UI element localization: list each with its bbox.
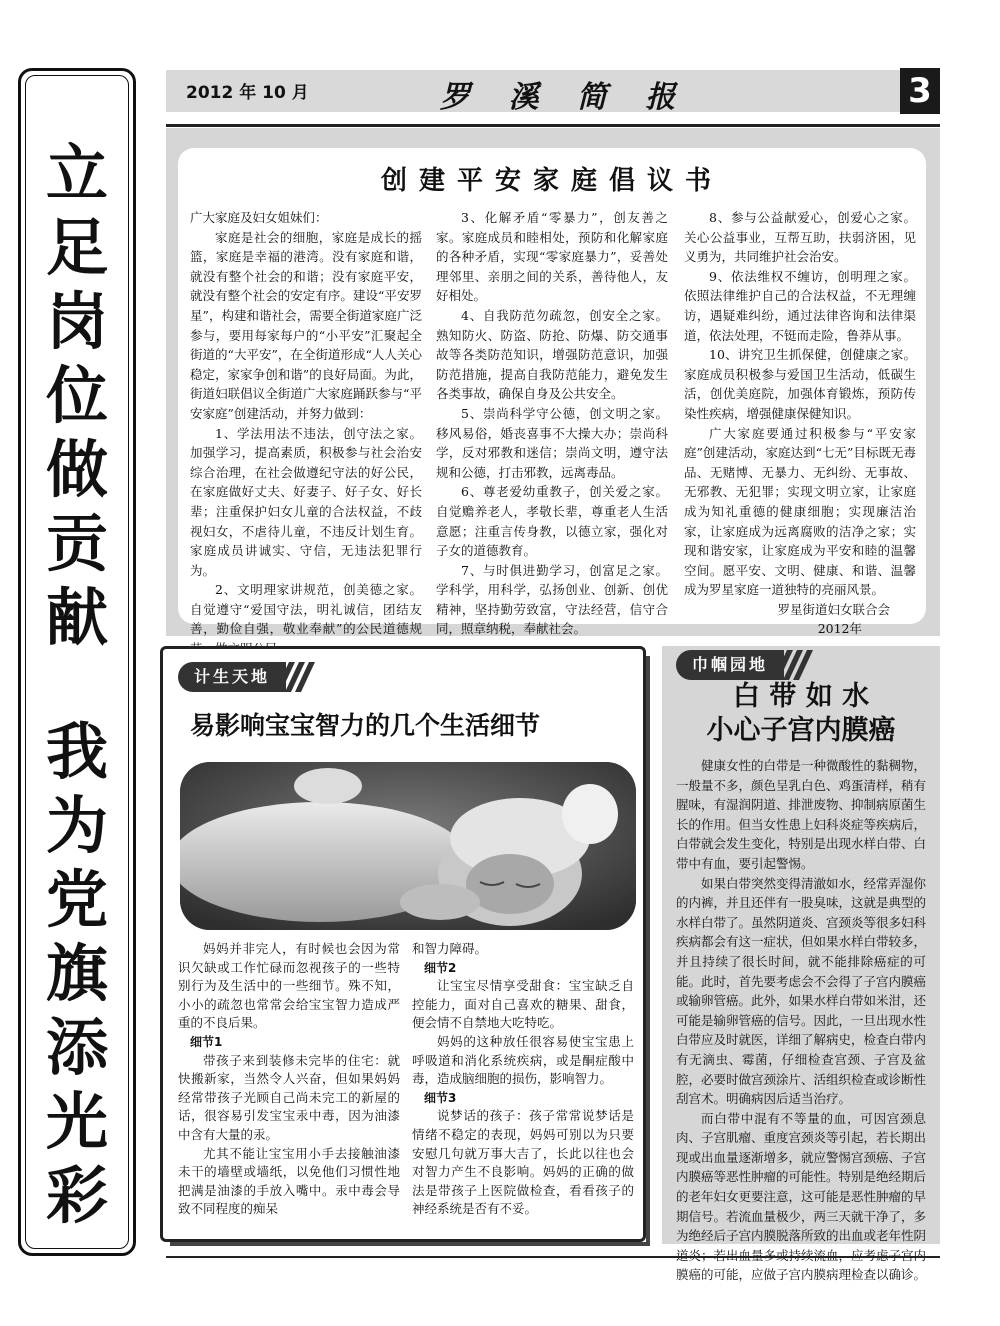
slogan-char: 为	[45, 789, 108, 862]
slogan-char: 立	[45, 137, 108, 210]
paragraph: 6、尊老爱幼重教子，创关爱之家。自觉赡养老人，孝敬长辈，尊重老人生活意愿；注重言传身教，以德立家，强化对子女的道德教育。	[436, 484, 668, 559]
paragraph: 让宝宝尽情享受甜食：宝宝缺乏自控能力，面对自己喜欢的糖果、甜食，便会情不自禁地大吃特吃。	[412, 978, 634, 1031]
section-tag-womens-corner: 巾帼园地	[676, 650, 784, 680]
paragraph: 1、学法用法不违法，创守法之家。加强学习，提高素质，积极参与社会治安综合治理，在社会做遵纪守法的好公民，在家庭做好丈夫、好妻子、好子女、好长辈；注重保护妇女儿童的合法权益，不歧视妇女，不虐待儿童，不违反计划生育。家庭成员讲诚实、守信，无违法犯罪行为。	[190, 425, 422, 578]
baby-column-1	[178, 940, 400, 1219]
health-article-title	[662, 680, 940, 748]
proposal-column-3	[684, 208, 916, 639]
subheading-detail-2: 细节2	[424, 960, 457, 975]
slogan-column-1	[21, 137, 133, 661]
proposal-title: 创建平安家庭倡议书	[380, 166, 723, 196]
tag-stripes-decoration	[282, 662, 312, 692]
slogan-char: 旗	[45, 937, 108, 1010]
slogan-char: 足	[45, 211, 108, 284]
section-tag-family-planning: 计生天地	[178, 662, 286, 692]
paragraph: 妈妈并非完人，有时候也会因为常识欠缺或工作忙碌而忽视孩子的一些特别行为及生活中的一些细节。殊不知，小小的疏忽也常常会给宝宝智力造成严重的不良后果。	[178, 941, 400, 1031]
slogan-char: 做	[45, 433, 108, 506]
slogan-char: 彩	[45, 1159, 108, 1232]
slogan-char: 贡	[45, 507, 108, 580]
paragraph: 5、崇尚科学守公德，创文明之家。移风易俗，婚丧喜事不大操大办；崇尚科学，反对邪教和迷信；崇尚文明，遵守法规和公德，打击邪教，远离毒品。	[436, 405, 668, 480]
slogan-char: 献	[45, 581, 108, 654]
page-number: 3	[900, 68, 940, 114]
subheading-detail-1: 细节1	[190, 1034, 223, 1049]
paragraph: 妈妈的这种放任很容易使宝宝患上呼吸道和消化系统疾病，或是酮症酸中毒，造成脑细胞的损伤，影响智力。	[412, 1033, 634, 1087]
slogan-char: 添	[45, 1011, 108, 1084]
paragraph: 尤其不能让宝宝用小手去接触油漆未干的墙壁或墙纸，以免他们习惯性地把满是油漆的手放入嘴中。汞中毒会导致不同程度的痴呆	[178, 1145, 400, 1217]
paragraph: 2、文明理家讲规范，创美德之家。自觉遵守“爱国守法，明礼诚信，团结友善，勤俭自强，敬业奉献”的公民道德规	[190, 582, 422, 637]
baby-column-2	[412, 940, 634, 1219]
slogan-char: 位	[45, 359, 108, 432]
health-article-body	[676, 756, 926, 1285]
bottom-rule	[166, 1256, 940, 1258]
paragraph: 4、自我防范勿疏忽，创安全之家。熟知防火、防盗、防抢、防爆、防交通事故等各类防范知识，增强防范意识，加强防范措施，提高自我防范能力，避免发生各类事故，确保自身及公共安全。	[436, 307, 668, 402]
paragraph: 带孩子来到装修未完毕的住宅：就快搬新家，当然令人兴奋，但如果妈妈经常带孩子光顾自己尚未完工的新屋的话，很容易引发宝宝汞中毒，因为油漆中含有大量的汞。	[178, 1052, 400, 1142]
paragraph: 10、讲究卫生抓保健，创健康之家。家庭成员积极参与爱国卫生活动，低碳生活，创优美庭院，加强体育锻炼，预防传染性疾病，增强健康保健知识。	[684, 347, 916, 421]
slogan-char: 我	[45, 715, 108, 788]
title-line-2: 小心子宫内膜癌	[706, 715, 896, 746]
proposal-column-2	[436, 208, 668, 639]
paragraph: 9、依法维权不缠访，创明理之家。依照法律维护自己的合法权益，不无理缠访，遇疑难纠纷，通过法律咨询和法律渠道，依法处理，不铤而走险，鲁莽从事。	[684, 268, 916, 343]
slogan-column-2	[21, 715, 133, 1239]
paragraph: 7、与时俱进勤学习，创富足之家。学科学，用科学，弘扬创业、创新、创优精神，坚持勤劳致富，守法经营，信守合同，照章纳税，奉献社会。	[436, 562, 668, 637]
paragraph: 家庭是社会的细胞，家庭是成长的摇篮，家庭是幸福的港湾。没有家庭和谐，就没有整个社会的和谐；没有家庭平安，就没有整个社会的安定有序。建设“平安罗星”，构建和谐社会，需要全街道家庭广泛参与，要用每家每户的“小平安”汇聚起全街道的“大平安”，在全街道形成“人人关心稳定，家家争创和谐”的良好局面。为此，街道妇联倡议全街道广大家庭踊跃参与“平安家庭”创建活动，并努力做到：	[190, 229, 422, 421]
baby-article-title: 易影响宝宝智力的几个生活细节	[190, 711, 541, 740]
slogan-frame	[18, 68, 136, 1256]
issue-date: 2012 年 10 月	[186, 83, 309, 103]
paragraph: 说梦话的孩子：孩子常常说梦话是情绪不稳定的表现，妈妈可别以为只要安慰几句就万事大吉了，长此以往也会对智力产生不良影响。妈妈的正确的做法是带孩子上医院做检查，看看孩子的神经系统是否有不妥。	[412, 1108, 634, 1217]
paragraph: 健康女性的白带是一种微酸性的黏稠物，一般量不多，颜色呈乳白色、鸡蛋清样，稍有腥味，有湿润阴道、排泄废物、抑制病原菌生长的作用。但当女性患上妇科炎症等疾病后，白带就会发生变化，特别是出现水样白带、白带中有血，要引起警惕。	[676, 758, 927, 871]
paragraph: 而白带中混有不等量的血，可因宫颈息肉、子宫肌瘤、重度宫颈炎等引起，若长期出现或出血量逐渐增多，就应警惕宫颈癌、子宫内膜癌等恶性肿瘤的可能性。特别是绝经期后的老年妇女更要注意，这可能是恶性肿瘤的早期信号。若流血量极少，两三天就干净了，多为绝经后子宫内膜脱落所致的出血或老年性阴 膜癌的可能，应做子宫内膜病理检查以确诊。	[676, 1110, 927, 1283]
proposal-column-1	[190, 208, 422, 659]
slogan-char: 岗	[45, 285, 108, 358]
subheading-detail-3: 细节3	[424, 1090, 457, 1105]
slogan-char: 光	[45, 1085, 108, 1158]
title-line-1: 白 带 如 水	[732, 681, 870, 712]
salutation: 广大家庭及妇女姐妹们：	[190, 210, 328, 225]
slogan-char: 党	[45, 863, 108, 936]
signature-org: 罗星街道妇女联合会	[777, 601, 890, 617]
signature-year: 2012年	[817, 621, 862, 637]
top-rule	[166, 124, 940, 127]
paragraph: 8、参与公益献爱心，创爱心之家。关心公益事业，互帮互助，扶弱济困，见义勇为，共同维护社会治安。	[684, 210, 916, 265]
newspaper-title: 罗 溪 简 报	[440, 80, 690, 115]
tag-stripes-decoration	[780, 650, 810, 680]
paragraph: 广大家庭要通过积极参与“平安家庭”创建活动，家庭达到“七无”目标既无毒品、无赌博、无暴力、无纠纷、无事故、无邪教、无犯罪；实现文明立家，让家庭成为知礼重德的健康细胞；实现廉洁治家，让家庭成为远离腐败的洁净之家；实现和谐安家，让家庭成为平安和睦的温馨空间。愿平安、文明、健康、和谐、温馨成为罗星家庭一道独特的亮丽风景。	[684, 425, 916, 598]
paragraph: 3、化解矛盾“零暴力”，创友善之家。家庭成员和睦相处，预防和化解家庭的各种矛盾，实现“零家庭暴力”，妥善处理邻里、亲朋之间的关系，善待他人，友好相处。	[436, 210, 668, 304]
paragraph: 和智力障碍。	[412, 941, 488, 956]
paragraph: 如果白带突然变得清澈如水，经常弄湿你的内裤，并且还伴有一股臭味，这就是典型的水样白带了。虽然阴道炎、宫颈炎等很多妇科疾病都会有这一症状，但如果水样白带较多，并且持续了很长时间，就不能排除癌症的可能。此时，首先要考虑会不会得了子宫内膜癌或输卵管癌。此外，如果水样白带如米泔，还可能是输卵管癌的信号。因此，一旦出现水性白带应及时就医，详细了解病史，检查白带内有无滴虫、霉菌，仔细检查宫颈、子宫及盆腔，必要时做宫颈涂片、活组织检查或诊断性刮宫术。明确病因后适当治疗。	[676, 875, 927, 1107]
sleeping-baby-photo	[180, 762, 636, 930]
